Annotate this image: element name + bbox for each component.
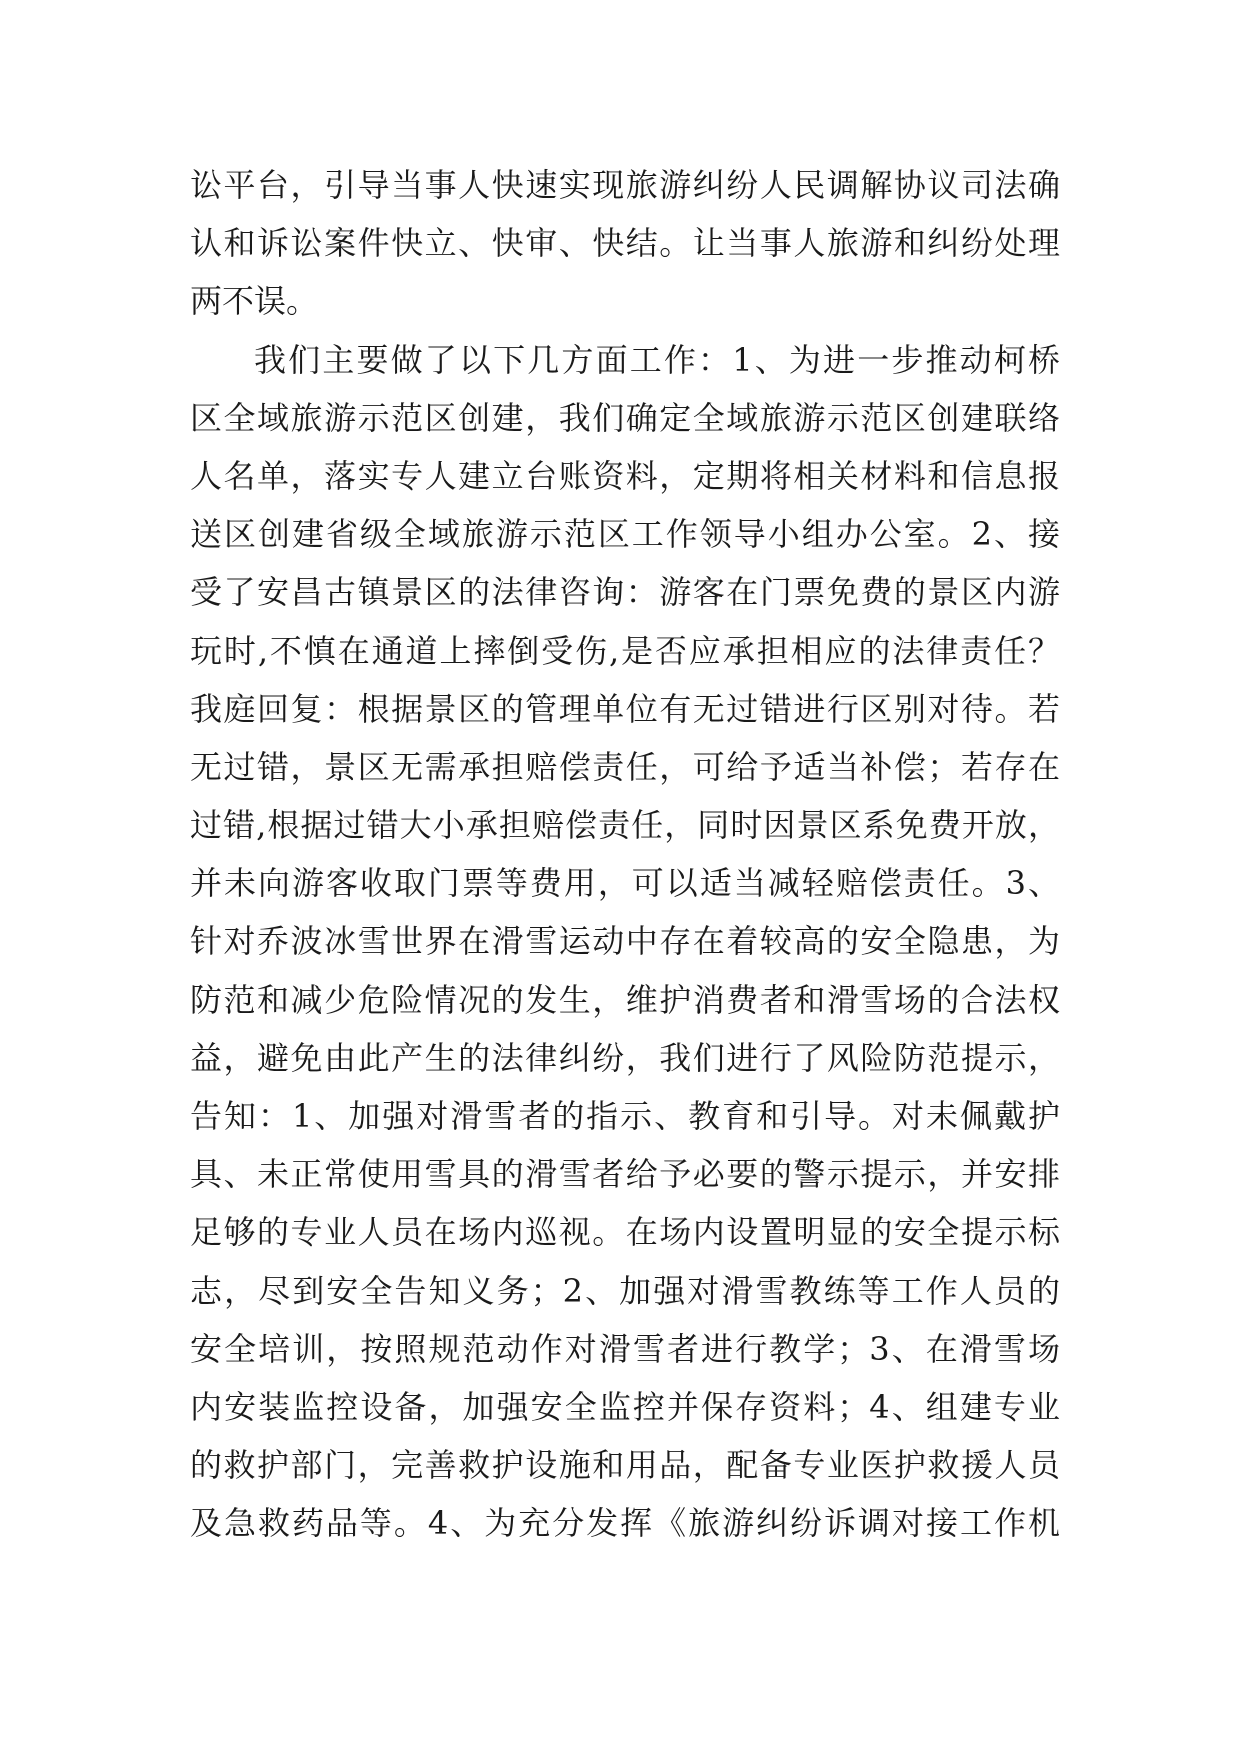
text-line: 防范和减少危险情况的发生，维护消费者和滑雪场的合法权 xyxy=(190,980,1060,1019)
text-line: 益，避免由此产生的法律纠纷，我们进行了风险防范提示， xyxy=(190,1038,1060,1077)
text-line: 及急救药品等。4、为充分发挥《旅游纠纷诉调对接工作机 xyxy=(190,1504,1060,1543)
text-line: 两不误。 xyxy=(190,282,319,321)
text-line: 我庭回复：根据景区的管理单位有无过错进行区别对待。若 xyxy=(190,689,1060,728)
text-line: 认和诉讼案件快立、快审、快结。让当事人旅游和纠纷处理 xyxy=(190,224,1060,263)
text-line: 过错,根据过错大小承担赔偿责任，同时因景区系免费开放， xyxy=(190,806,1060,845)
text-line: 玩时,不慎在通道上摔倒受伤,是否应承担相应的法律责任？ xyxy=(190,631,1060,670)
text-line: 志，尽到安全告知义务；2、加强对滑雪教练等工作人员的 xyxy=(190,1271,1060,1310)
text-line: 内安装监控设备，加强安全监控并保存资料；4、组建专业 xyxy=(190,1387,1060,1426)
text-line: 具、未正常使用雪具的滑雪者给予必要的警示提示，并安排 xyxy=(190,1155,1060,1194)
text-line: 安全培训，按照规范动作对滑雪者进行教学；3、在滑雪场 xyxy=(190,1329,1060,1368)
body-text xyxy=(190,156,1060,1553)
text-line: 送区创建省级全域旅游示范区工作领导小组办公室。2、接 xyxy=(190,515,1060,554)
text-line: 人名单，落实专人建立台账资料，定期将相关材料和信息报 xyxy=(190,456,1060,495)
text-line: 区全域旅游示范区创建，我们确定全域旅游示范区创建联络 xyxy=(190,398,1060,437)
text-line: 的救护部门，完善救护设施和用品，配备专业医护救援人员 xyxy=(190,1446,1060,1485)
text-line: 针对乔波冰雪世界在滑雪运动中存在着较高的安全隐患，为 xyxy=(190,922,1060,961)
text-line: 无过错，景区无需承担赔偿责任，可给予适当补偿；若存在 xyxy=(190,747,1060,786)
text-line: 受了安昌古镇景区的法律咨询：游客在门票免费的景区内游 xyxy=(190,573,1060,612)
text-line: 告知：1、加强对滑雪者的指示、教育和引导。对未佩戴护 xyxy=(190,1097,1060,1135)
paragraph-first-line: 我们主要做了以下几方面工作：1、为进一步推动柯桥 xyxy=(254,340,1060,379)
text-line: 足够的专业人员在场内巡视。在场内设置明显的安全提示标 xyxy=(190,1213,1060,1252)
text-line: 并未向游客收取门票等费用，可以适当减轻赔偿责任。3、 xyxy=(190,864,1060,903)
text-line: 讼平台，引导当事人快速实现旅游纠纷人民调解协议司法确 xyxy=(190,166,1060,204)
